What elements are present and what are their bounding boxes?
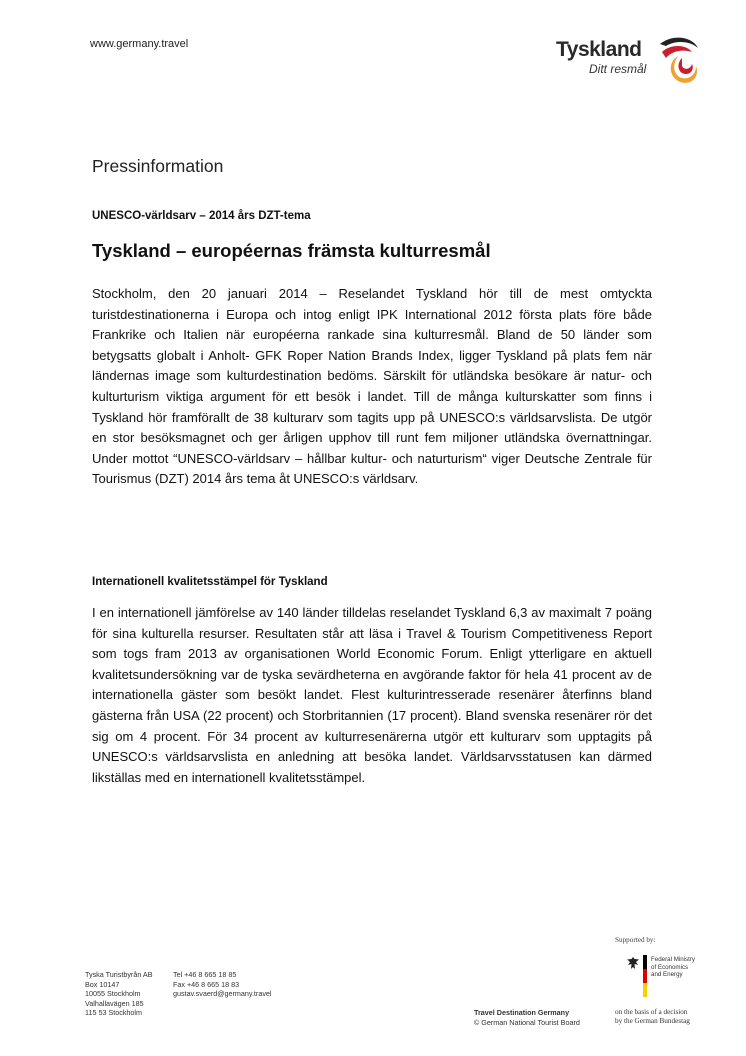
website-url: www.germany.travel	[90, 38, 189, 50]
supported-by-label: Supported by:	[615, 936, 656, 944]
footer-address-line: Valhallavägen 185	[85, 998, 144, 1008]
footer-tdg-sub: © German National Tourist Board	[474, 1017, 580, 1027]
footer-tdg	[474, 1008, 580, 1027]
footer-address-line: Tyska Turistbyrån AB	[85, 970, 153, 979]
footer-fax: Fax +46 8 665 18 83	[173, 979, 240, 989]
body-paragraph-2: I en internationell jämförelse av 140 länder tilldelas reselandet Tyskland 6,3 av maximalt 7 poäng för sina kulturella resurser. Resultaten står att läsa i Travel & Tourism Competitiveness Report som togs fram 2013 av organisationen World Economic Forum. Enligt ytterligare en aktuell kvalitetsundersökning var de tyska sevärdheterna en avgörande faktor för hela 41 procent av de internationella gäster som besökt landet. Flest kulturintresserade resenärer återfinns bland gästerna från USA (22 procent) och Storbritannien (17 procent). Bland svenska resenärer rör det sig om 4 procent. För 34 procent av kulturresenärerna utgör ett kulturarv som upptagits på UNESCO:s världsarvslista en anledning att besöka landet. Världsarvsstatusen kan därmed likställas med en internationell kvalitetsstämpel.	[92, 605, 652, 785]
body-paragraph-1: Stockholm, den 20 januari 2014 – Reselandet Tyskland hör till de mest omtyckta turistdestinationerna i Europa och intog enligt IPK International 2012 första plats före både Frankrike och Italien när européerna rankade sina kulturresmål. Bland de 50 länder som betygsatts globalt i Anholt- GFK Roper Nation Brands Index, ligger Tyskland på plats fem när ländernas image som kulturdestination bedöms. Särskilt för utländska besökare är natur- och kulturturism viktiga argument för ett besök i landet. Till de många kulturskatter som finns i Tyskland hör framförallt de 38 kulturarv som tagits upp på UNESCO:s världsarvslista. De utgör en stor besöksmagnet och ger årligen upphov till runt fem miljoner utländska övernattningar. Under mottot “UNESCO-världsarv – hållbar kultur- och naturturism“ viger Deutsche Zentrale für Tourismus (DZT) 2014 års tema åt UNESCO:s världsarv.	[92, 286, 652, 487]
tyskland-logo	[552, 32, 702, 92]
footer-address-line: Box 10147	[85, 979, 120, 989]
logo-title: Tyskland	[556, 38, 642, 61]
ministry-line: of Economics	[651, 963, 689, 971]
footer-phone: Tel +46 8 665 18 85	[173, 970, 237, 979]
footer-address-line: 10055 Stockholm	[85, 989, 141, 999]
decision-line: on the basis of a decision	[615, 1008, 688, 1016]
footer-tdg-title: Travel Destination Germany	[474, 1008, 570, 1017]
bundestag-decision	[615, 1008, 690, 1026]
kicker: UNESCO-världsarv – 2014 års DZT-tema	[92, 210, 311, 222]
footer-email[interactable]: gustav.svaerd@germany.travel	[173, 989, 272, 999]
german-flag-icon	[643, 955, 647, 997]
footer-address	[85, 970, 153, 1018]
footer-address-line: 115 53 Stockholm	[85, 1008, 143, 1018]
headline: Tyskland – européernas främsta kulturresmål	[92, 240, 491, 261]
subheading: Internationell kvalitetsstämpel för Tyskland	[92, 576, 328, 588]
ministry-line: and Energy	[651, 971, 683, 979]
decision-line: by the German Bundestag	[615, 1017, 690, 1025]
document-type-label: Pressinformation	[92, 156, 224, 176]
logo-swoosh-icon	[656, 32, 702, 88]
logo-subtitle: Ditt resmål	[589, 62, 647, 76]
ministry-line: Federal Ministry	[651, 956, 696, 963]
eagle-emblem-icon	[626, 956, 640, 970]
ministry-name	[651, 956, 695, 979]
footer-contact	[173, 970, 272, 999]
